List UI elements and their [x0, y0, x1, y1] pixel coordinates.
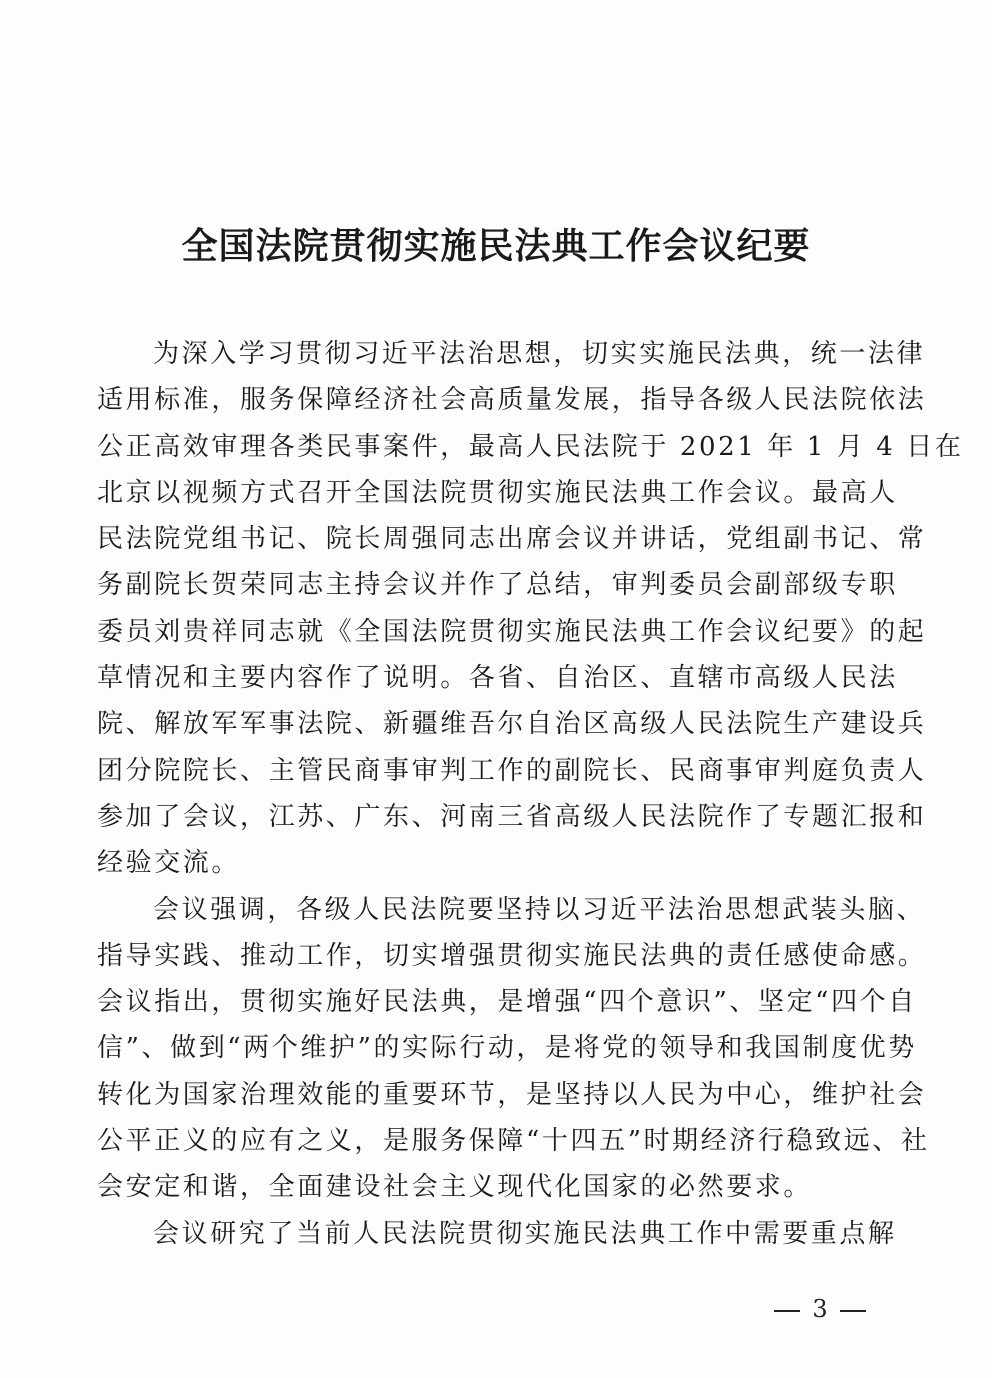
- text-line: 会安定和谐，全面建设社会主义现代化国家的必然要求。: [97, 1172, 813, 1203]
- text-line: 指导实践、推动工作，切实增强贯彻实施民法典的责任感使命感。: [97, 940, 927, 971]
- text-line: 务副院长贺荣同志主持会议并作了总结，审判委员会副部级专职: [97, 570, 898, 601]
- paragraph-1: [97, 331, 964, 887]
- text-line: 参加了会议，江苏、广东、河南三省高级人民法院作了专题汇报和: [97, 801, 927, 832]
- text-line: 草情况和主要内容作了说明。各省、自治区、直辖市高级人民法: [97, 663, 898, 694]
- page-number: [750, 1294, 890, 1324]
- text-line: 会议指出，贯彻实施好民法典，是增强“四个意识”、坚定“四个自: [97, 987, 917, 1018]
- text-line: 转化为国家治理效能的重要环节，是坚持以人民为中心，维护社会: [97, 1079, 927, 1110]
- page-number-value: 3: [812, 1295, 828, 1323]
- right-dash: [840, 1310, 866, 1312]
- text-line: 信”、做到“两个维护”的实际行动，是将党的领导和我国制度优势: [97, 1033, 917, 1064]
- text-line: 团分院院长、主管民商事审判工作的副院长、民商事审判庭负责人: [97, 755, 927, 786]
- text-line: 民法院党组书记、院长周强同志出席会议并讲话，党组副书记、常: [97, 524, 927, 555]
- paragraph-2: [97, 887, 930, 1211]
- text-line: 适用标准，服务保障经济社会高质量发展，指导各级人民法院依法: [97, 385, 927, 416]
- paragraph-3: [97, 1211, 895, 1257]
- text-line: 公正高效审理各类民事案件，最高人民法院于 2021 年 1 月 4 日在: [97, 431, 964, 462]
- text-line: 经验交流。: [97, 848, 241, 879]
- text-line: 委员刘贵祥同志就《全国法院贯彻实施民法典工作会议纪要》的起: [97, 616, 927, 647]
- left-dash: [774, 1310, 800, 1312]
- text-line: 公平正义的应有之义，是服务保障“十四五”时期经济行稳致远、社: [97, 1126, 930, 1157]
- document-title: 全国法院贯彻实施民法典工作会议纪要: [181, 226, 811, 267]
- document-body: [97, 331, 964, 1257]
- text-line: 北京以视频方式召开全国法院贯彻实施民法典工作会议。最高人: [97, 477, 898, 508]
- text-line: 会议研究了当前人民法院贯彻实施民法典工作中需要重点解: [153, 1218, 897, 1249]
- text-line: 院、解放军军事法院、新疆维吾尔自治区高级人民法院生产建设兵: [97, 709, 927, 740]
- text-line: 为深入学习贯彻习近平法治思想，切实实施民法典，统一法律: [153, 339, 926, 369]
- text-line: 会议强调，各级人民法院要坚持以习近平法治思想武装头脑、: [153, 894, 926, 925]
